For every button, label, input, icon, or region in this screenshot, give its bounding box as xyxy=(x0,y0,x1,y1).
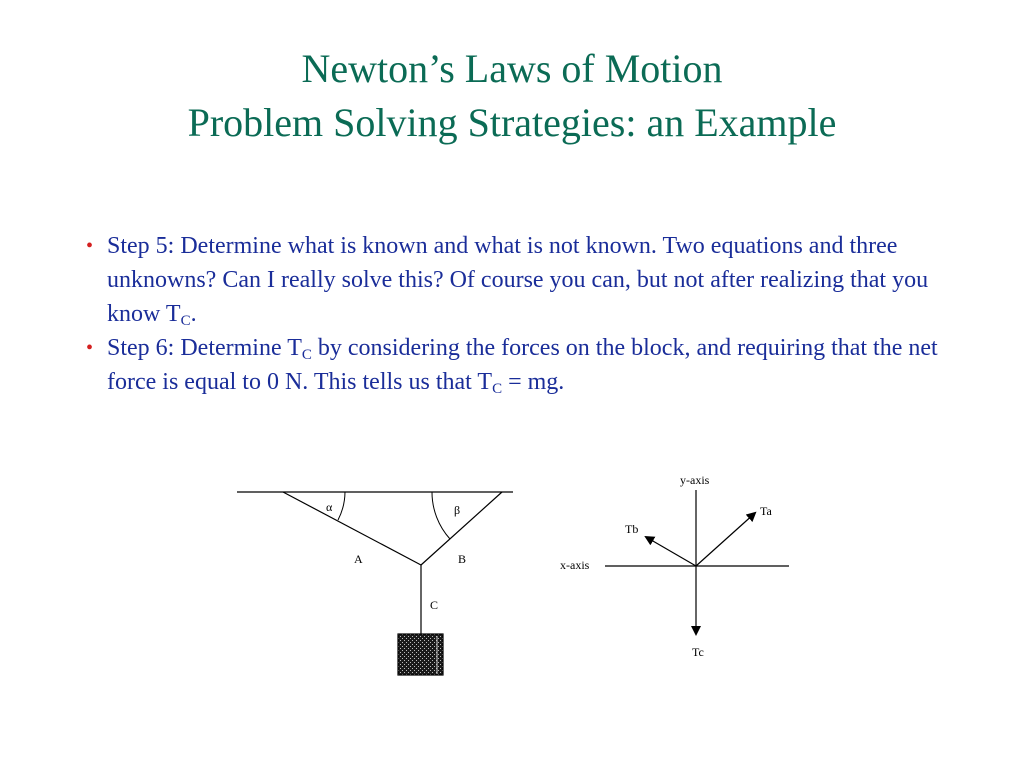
rope-c-label: C xyxy=(430,598,439,612)
step-5-subscript: C xyxy=(180,313,191,329)
rope-a xyxy=(283,492,421,565)
tc-label: Tc xyxy=(692,645,704,659)
free-body-diagram xyxy=(560,473,789,659)
step-6-text-2: by considering the forces on the block, and requiring that the net force is equal to 0 N. This tells us that T xyxy=(107,335,938,395)
bullet-dot-icon: • xyxy=(86,235,94,257)
y-axis-label: y-axis xyxy=(680,473,710,487)
bullet-dot-icon: • xyxy=(86,337,94,359)
ta-label: Ta xyxy=(760,504,772,518)
step-5-end: . xyxy=(190,301,197,327)
step-5-text: Step 5: Determine what is known and what is not known. Two equations and three unknowns? Can I really solve this? Of course you can, but not after realizing that you know T xyxy=(107,233,929,327)
step-6-text-3: = mg. xyxy=(502,369,565,395)
step-6-subscript-1: C xyxy=(301,347,312,363)
tension-b-arrow xyxy=(646,537,696,566)
rope-b-label: B xyxy=(458,552,467,566)
hanging-block xyxy=(398,634,443,675)
rope-a-label: A xyxy=(354,552,363,566)
title-line-2: Problem Solving Strategies: an Example xyxy=(187,100,837,145)
title-line-1: Newton’s Laws of Motion xyxy=(301,46,723,91)
tension-a-arrow xyxy=(696,513,755,566)
hanging-block-diagram xyxy=(237,492,513,675)
alpha-angle-arc xyxy=(338,492,345,520)
step-6-text-1: Step 6: Determine T xyxy=(107,335,302,361)
x-axis-label: x-axis xyxy=(560,558,590,572)
alpha-label: α xyxy=(326,500,333,514)
beta-angle-arc xyxy=(432,492,450,539)
tb-label: Tb xyxy=(625,522,639,536)
step-6-subscript-2: C xyxy=(492,381,503,397)
beta-label: β xyxy=(454,503,461,517)
